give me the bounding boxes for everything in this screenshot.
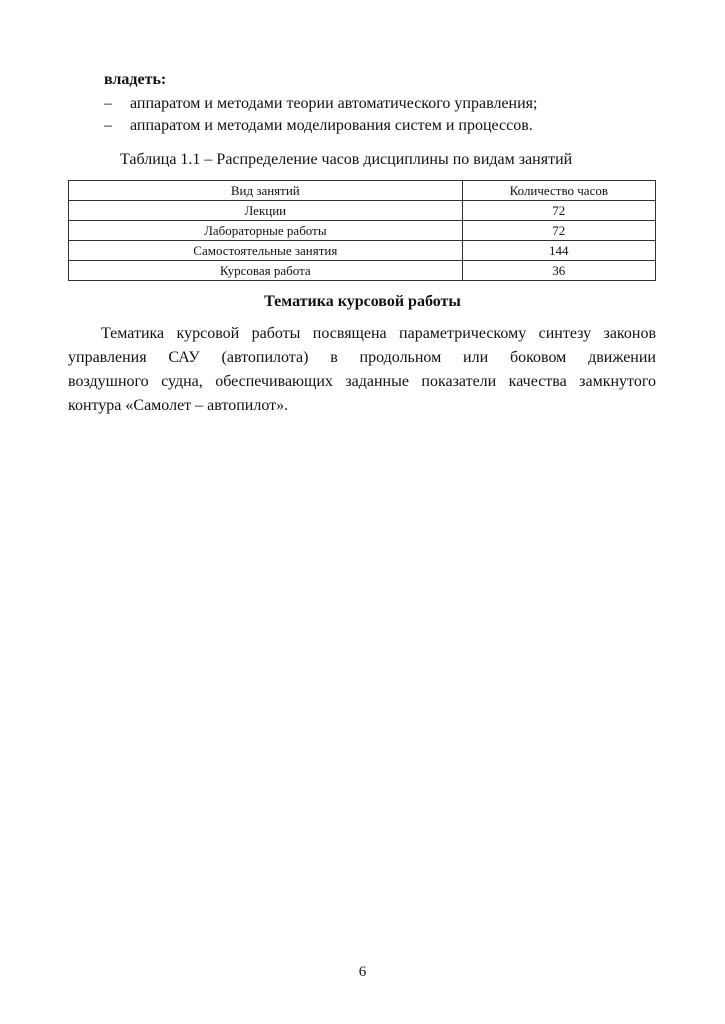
- column-header-hours: Количество часов: [462, 181, 655, 201]
- table-cell-hours: 72: [462, 201, 655, 221]
- table-cell-type: Лабораторные работы: [69, 221, 463, 241]
- table-row: [69, 261, 656, 281]
- table-caption: Таблица 1.1 – Распределение часов дисциплины по видам занятий: [120, 151, 573, 168]
- table-cell-type: Лекции: [69, 201, 463, 221]
- table-cell-type: Самостоятельные занятия: [69, 241, 463, 261]
- table-row: [69, 241, 656, 261]
- table-cell-hours: 72: [462, 221, 655, 241]
- list-item-text: аппаратом и методами теории автоматического управления;: [130, 95, 538, 112]
- table-row: [69, 221, 656, 241]
- list-item: [104, 115, 537, 137]
- paragraph-line: Тематика курсовой работы посвящена параметрическому синтезу законов: [101, 325, 656, 342]
- paragraph-line: воздушного судна, обеспечивающих заданные показатели качества замкнутого: [68, 373, 656, 390]
- paragraph-line: контура «Самолет – автопилот».: [68, 397, 289, 414]
- hours-table: [68, 180, 656, 281]
- bullet-dash: –: [104, 95, 112, 112]
- table-header-row: [69, 181, 656, 201]
- table-cell-hours: 144: [462, 241, 655, 261]
- lead-heading: владеть:: [104, 71, 167, 88]
- page-number: 6: [358, 964, 367, 980]
- section-title: Тематика курсовой работы: [264, 293, 461, 310]
- section-paragraph: [68, 322, 656, 418]
- table-row: [69, 201, 656, 221]
- paragraph-line: управления САУ (автопилота) в продольном или боковом движении: [68, 349, 656, 366]
- bullet-list: [104, 93, 537, 137]
- bullet-dash: –: [104, 117, 112, 134]
- table-cell-hours: 36: [462, 261, 655, 281]
- list-item: [104, 93, 537, 115]
- column-header-type: Вид занятий: [69, 181, 463, 201]
- list-item-text: аппаратом и методами моделирования систем и процессов.: [130, 117, 533, 134]
- table-cell-type: Курсовая работа: [69, 261, 463, 281]
